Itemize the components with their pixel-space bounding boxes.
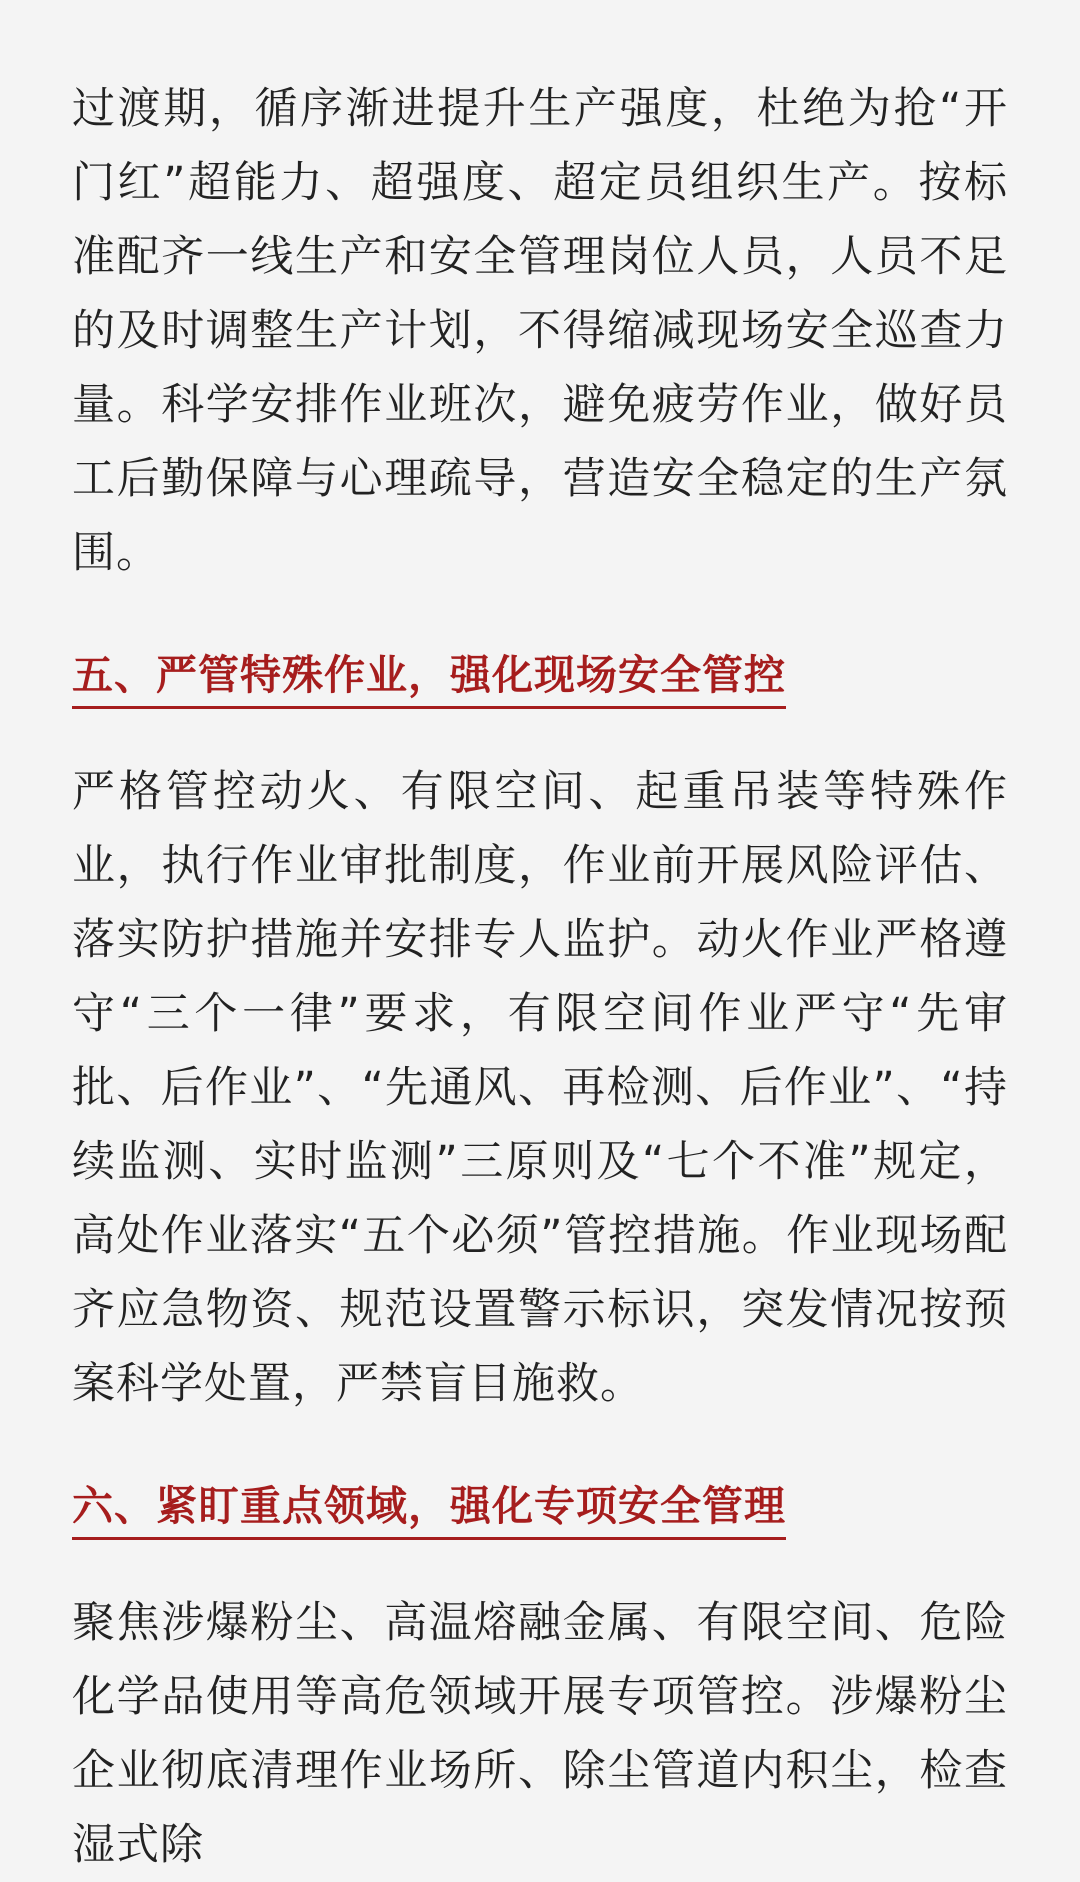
article-paragraph: 过渡期，循序渐进提升生产强度，杜绝为抢“开门红”超能力、超强度、超定员组织生产。按标准配齐一线生产和安全管理岗位人员，人员不足的及时调整生产计划，不得缩减现场安全巡查力量。科学安排作业班次，避免疲劳作业，做好员工后勤保障与心理疏导，营造安全稳定的生产氛围。 xyxy=(72,84,1008,578)
section-heading-6: 六、紧盯重点领域，强化专项安全管理 xyxy=(72,1477,786,1540)
section-heading-wrapper xyxy=(72,1477,1008,1540)
section-heading-5: 五、严管特殊作业，强化现场安全管控 xyxy=(72,646,786,709)
section-heading-wrapper xyxy=(72,646,1008,709)
article-paragraph: 严格管控动火、有限空间、起重吊装等特殊作业，执行作业审批制度，作业前开展风险评估、落实防护措施并安排专人监护。动火作业严格遵守“三个一律”要求，有限空间作业严守“先审批、后作业”、“先通风、再检测、后作业”、“持续监测、实时监测”三原则及“七个不准”规定，高处作业落实“五个必须”管控措施。作业现场配齐应急物资、规范设置警示标识，突发情况按预案科学处置，严禁盲目施救。 xyxy=(72,767,1008,1409)
article-paragraph: 聚焦涉爆粉尘、高温熔融金属、有限空间、危险化学品使用等高危领域开展专项管控。涉爆粉尘企业彻底清理作业场所、除尘管道内积尘，检查湿式除 xyxy=(72,1598,1008,1870)
